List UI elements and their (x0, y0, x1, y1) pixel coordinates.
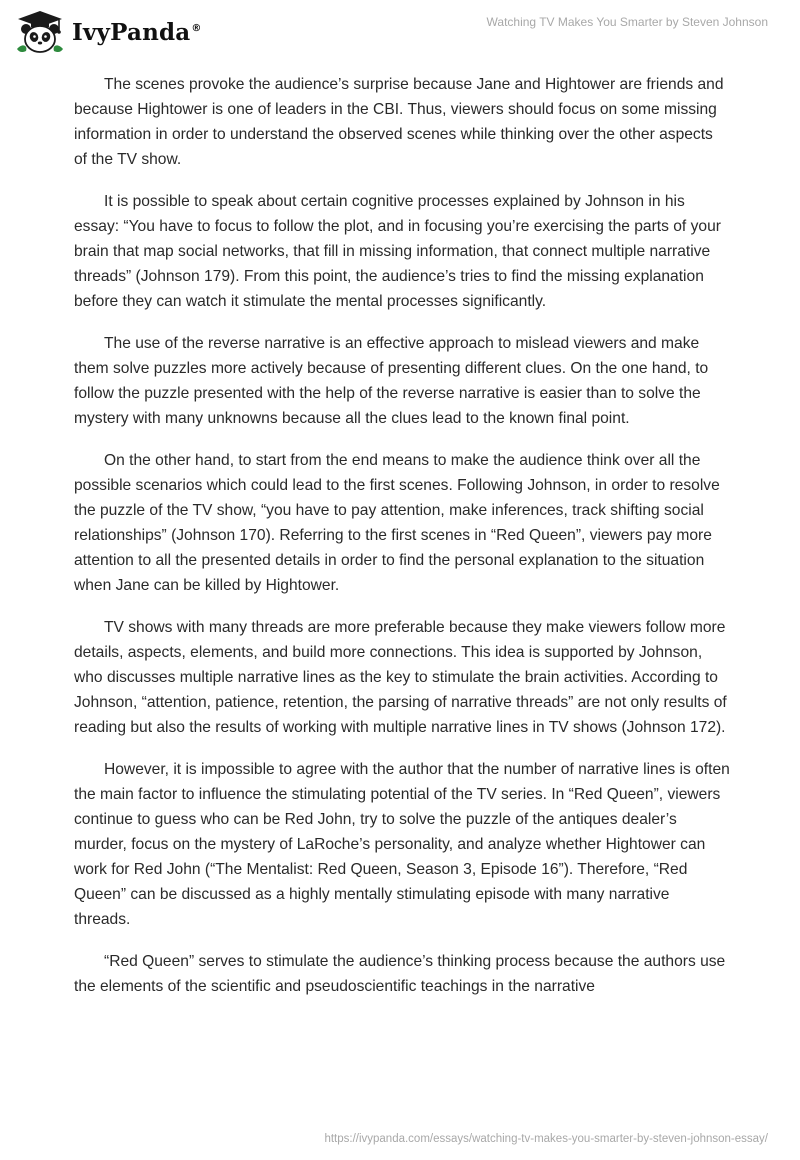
paragraph: It is possible to speak about certain cognitive processes explained by Johnson in his essay: “You have to focus to follow the plot, and in focusing you’re exercising the parts of your brain that map social networks, that fill in missing information, that connect multiple narrative threads” (Johnson 179). From this point, the audience’s tries to find the missing explanation before they can watch it stimulate the mental processes significantly. (74, 193, 721, 310)
registered-mark: ® (191, 22, 202, 34)
essay-body (74, 72, 730, 1016)
paragraph: The use of the reverse narrative is an effective approach to mislead viewers and make them solve puzzles more actively because of presenting different clues. On the one hand, to follow the puzzle presented with the help of the reverse narrative is easier than to solve the mystery with many unknowns because all the clues lead to the known final point. (74, 335, 709, 427)
brand-name: IvyPanda® (72, 18, 202, 46)
panda-graduation-cap-icon (14, 9, 66, 55)
source-url[interactable]: https://ivypanda.com/essays/watching-tv-makes-you-smarter-by-steven-johnson-essay/ (324, 1133, 768, 1145)
paragraph: TV shows with many threads are more preferable because they make viewers follow more details, aspects, elements, and build more connections. This idea is supported by Johnson, who discusses multiple narrative lines as the key to stimulate the brain activities. According to Johnson, “attention, patience, retention, the parsing of narrative threads” are not only results of reading but also the results of working with multiple narrative lines in TV shows (Johnson 172). (74, 619, 727, 736)
paragraph: The scenes provoke the audience’s surprise because Jane and Hightower are friends and because Hightower is one of leaders in the CBI. Thus, viewers should focus on some missing information in order to understand the observed scenes while thinking over the other aspects of the TV show. (74, 76, 724, 168)
page-header (0, 0, 800, 60)
paragraph: On the other hand, to start from the end means to make the audience think over all the possible scenarios which could lead to the first scenes. Following Johnson, in order to resolve the puzzle of the TV show, “you have to pay attention, make inferences, track shifting social relationships” (Johnson 170). Referring to the first scenes in “Red Queen”, viewers pay more attention to all the presented details in order to find the personal explanation to the situation when Jane can be killed by Hightower. (74, 452, 720, 594)
paragraph: “Red Queen” serves to stimulate the audience’s thinking process because the authors use the elements of the scientific and pseudoscientific teachings in the narrative (74, 953, 726, 995)
document-title: Watching TV Makes You Smarter by Steven Johnson (486, 15, 768, 29)
paragraph: However, it is impossible to agree with the author that the number of narrative lines is often the main factor to influence the stimulating potential of the TV series. In “Red Queen”, viewers continue to guess who can be Red John, try to solve the puzzle of the antiques dealer’s murder, focus on the mystery of LaRoche’s personality, and analyze whether Hightower can work for Red John (“The Mentalist: Red Queen, Season 3, Episode 16”). Therefore, “Red Queen” can be discussed as a highly mentally stimulating episode with many narrative threads. (74, 761, 730, 928)
ivypanda-logo[interactable] (14, 8, 202, 56)
